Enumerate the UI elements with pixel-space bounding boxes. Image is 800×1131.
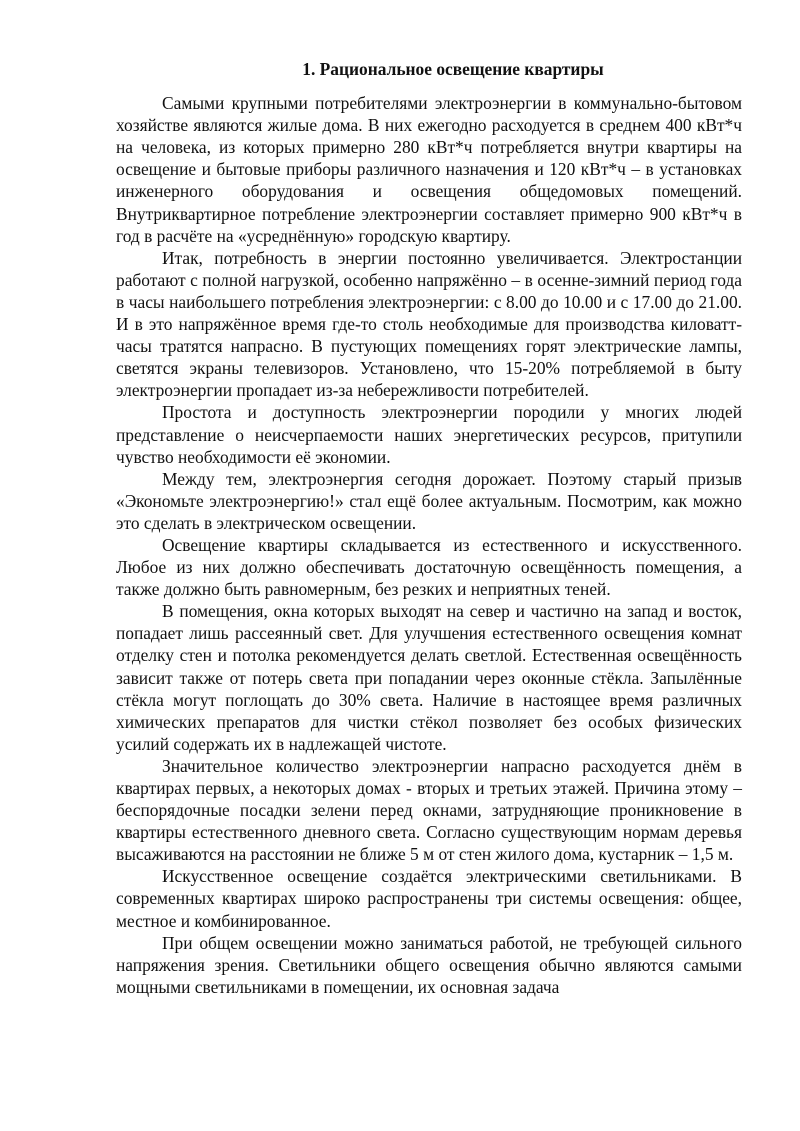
paragraph-7: Значительное количество электроэнергии напрасно расходуется днём в квартирах первых, а некоторых домах - вторых и третьих этажей. Причина этому – беспорядочные посадки зелени перед окнами, затрудняющие проникновение в квартиры естественного дневного света. Согласно существующим нормам деревья высаживаются на расстоянии не ближе 5 м от стен жилого дома, кустарник – 1,5 м.	[116, 755, 742, 865]
paragraph-2: Итак, потребность в энергии постоянно увеличивается. Электростанции работают с полной нагрузкой, особенно напряжённо – в осенне-зимний период года в часы наибольшего потребления электроэнергии: с 8.00 до 10.00 и с 17.00 до 21.00. И в это напряжённое время где-то столь необходимые для производства киловатт-часы тратятся напрасно. В пустующих помещениях горят электрические лампы, светятся экраны телевизоров. Установлено, что 15-20% потребляемой в быту электроэнергии пропадает из-за небережливости потребителей.	[116, 247, 742, 401]
paragraph-1: Самыми крупными потребителями электроэнергии в коммунально-бытовом хозяйстве являются жилые дома. В них ежегодно расходуется в среднем 400 кВт*ч на человека, из которых примерно 280 кВт*ч потребляется внутри квартиры на освещение и бытовые приборы различного назначения и 120 кВт*ч – в установках инженерного оборудования и освещения общедомовых помещений. Внутриквартирное потребление электроэнергии составляет примерно 900 кВт*ч в год в расчёте на «усреднённую» городскую квартиру.	[116, 93, 742, 246]
paragraph-8: Искусственное освещение создаётся электрическими светильниками. В современных квартирах широко распространены три системы освещения: общее, местное и комбинированное.	[116, 866, 742, 931]
paragraph-6: В помещения, окна которых выходят на север и частично на запад и восток, попадает лишь рассеянный свет. Для улучшения естественного освещения комнат отделку стен и потолка рекомендуется делать светлой. Естественная освещённость зависит также от потерь света при попадании через оконные стёкла. Запылённые стёкла могут поглощать до 30% света. Наличие в настоящее время различных химических препаратов для чистки стёкол позволяет без особых физических усилий содержать их в надлежащей чистоте.	[116, 601, 742, 754]
paragraph-4: Между тем, электроэнергия сегодня дорожает. Поэтому старый призыв «Экономьте электроэнергию!» стал ещё более актуальным. Посмотрим, как можно это сделать в электрическом освещении.	[116, 468, 742, 533]
document-page	[116, 58, 742, 998]
document-title: 1. Рациональное освещение квартиры	[302, 59, 604, 79]
paragraph-3: Простота и доступность электроэнергии породили у многих людей представление о неисчерпаемости наших энергетических ресурсов, притупили чувство необходимости её экономии.	[116, 402, 742, 467]
paragraph-9: При общем освещении можно заниматься работой, не требующей сильного напряжения зрения. Светильники общего освещения обычно являются самыми мощными светильниками в помещении, их основная задача	[116, 932, 742, 997]
paragraph-5: Освещение квартиры складывается из естественного и искусственного. Любое из них должно обеспечивать достаточную освещённость помещения, а также должно быть равномерным, без резких и неприятных теней.	[116, 534, 742, 600]
